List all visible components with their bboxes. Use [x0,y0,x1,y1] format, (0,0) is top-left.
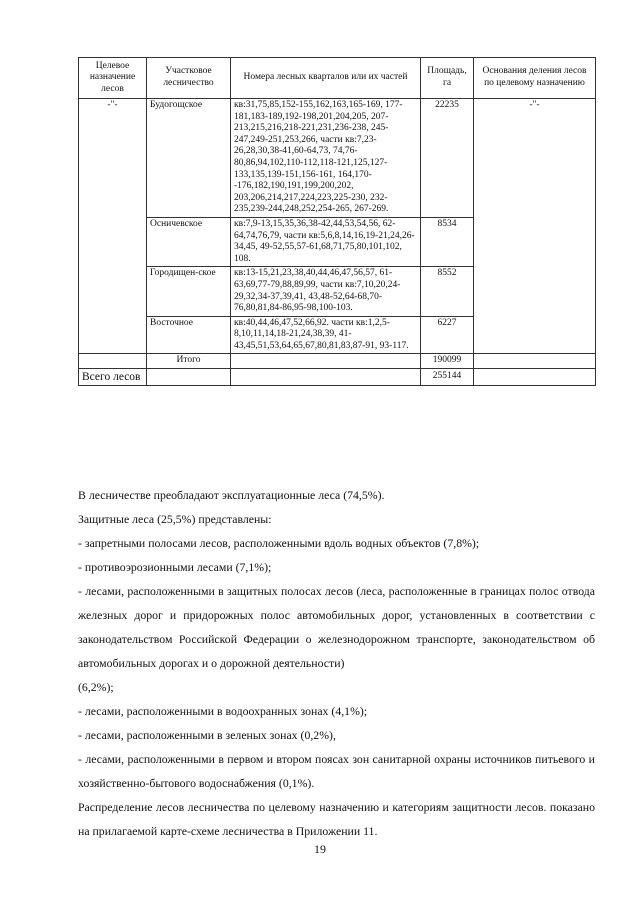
total-label: Всего лесов [79,369,147,386]
quarters-cell: кв:31,75,85,152-155,162,163,165-169, 177-181,183-189,192-198,201,204,205, 207-213,215,216,218-221,231,236-238, 245-247,249-251,253,266, части кв:7,23-26,28,30,38-41,60-64,73, 74,76-80,86,94,102,110-112,118-121,125,127-133,135,139-151,156-161, 164,170--176,182,190,191,199,200,202, 203,206,214,217,224,223,225-230, 232-235,239-244,248,252,254-265, 267-269. [231,99,421,218]
district-cell: Восточное [147,316,231,354]
list-item: - лесами, расположенными в защитных полосах лесов (леса, расположенные в границах полос отвода железных дорог и придорожных полос автомобильных дорог, установленных в соответствии с законодательством Российской Федерации о железнодорожном транспорте, законодательством об автомобильных дорогах и о дорожной деятельности) [78,584,595,670]
page-number: 19 [314,842,326,856]
subtotal-area: 190099 [421,354,474,369]
total-row [79,369,596,386]
subtotal-label: Итого [147,354,231,369]
header-area: Площадь, га [421,58,474,99]
purpose-cell: -"- [79,99,147,354]
empty-cell [474,369,596,386]
quarters-cell: кв:7,9-13,15,35,36,38-42,44,53,54,56, 62-64,74,76,79, части кв:5,6,8,14,16,19-21,24,26-34,45, 49-52,55,57-61,68,71,75,80,101,102, 108. [231,217,421,266]
empty-cell [231,354,421,369]
list-item: - лесами, расположенными в зеленых зонах (0,2%), [78,728,336,742]
total-area: 255144 [421,369,474,386]
body-text [78,483,595,843]
header-basis: Основания деления лесов по целевому назначению [474,58,596,99]
area-cell: 8552 [421,267,474,316]
empty-cell [147,369,231,386]
paragraph: Защитные леса (25,5%) представлены: [78,512,272,526]
basis-cell: -"- [474,99,596,354]
header-purpose: Целевое назначение лесов [79,58,147,99]
empty-cell [231,369,421,386]
paragraph: Распределение лесов лесничества по целевому назначению и категориям защитности лесов. показано на прилагаемой карте-схеме лесничества в Приложении 11. [78,800,595,838]
subtotal-row [79,354,596,369]
header-district: Участковое лесничество [147,58,231,99]
empty-cell [474,354,596,369]
header-quarters: Номера лесных кварталов или их частей [231,58,421,99]
list-item: - запретными полосами лесов, расположенными вдоль водных объектов (7,8%); [78,536,480,550]
table-row [79,99,596,218]
area-cell: 22235 [421,99,474,218]
table-header-row [79,58,596,99]
list-item: - противоэрозионными лесами (7,1%); [78,560,272,574]
list-item: - лесами, расположенными в водоохранных зонах (4,1%); [78,704,368,718]
list-item: - лесами, расположенными в первом и втором поясах зон санитарной охраны источников питьевого и хозяйственно-бытового водоснабжения (0,1%). [78,752,595,790]
quarters-cell: кв:40,44,46,47,52,66,92. части кв:1,2,5-8,10,11,14,18-21,24,38,39, 41-43,45,51,53,64,65,67,80,81,83,87-91, 93-117. [231,316,421,354]
area-cell: 6227 [421,316,474,354]
district-cell: Городищен-ское [147,267,231,316]
forest-purpose-table [78,57,596,386]
paragraph: В лесничестве преобладают эксплуатационные леса (74,5%). [78,488,385,502]
area-cell: 8534 [421,217,474,266]
empty-cell [79,354,147,369]
list-item: (6,2%); [78,680,114,694]
district-cell: Будогощское [147,99,231,218]
district-cell: Осничевское [147,217,231,266]
quarters-cell: кв:13-15,21,23,38,40,44,46,47,56,57, 61-63,69,77-79,88,89,99, части кв:7,10,20,24-29,32,34-37,39,41, 43,48-52,64-68,70-76,80,81,84-86,95-98,100-103. [231,267,421,316]
